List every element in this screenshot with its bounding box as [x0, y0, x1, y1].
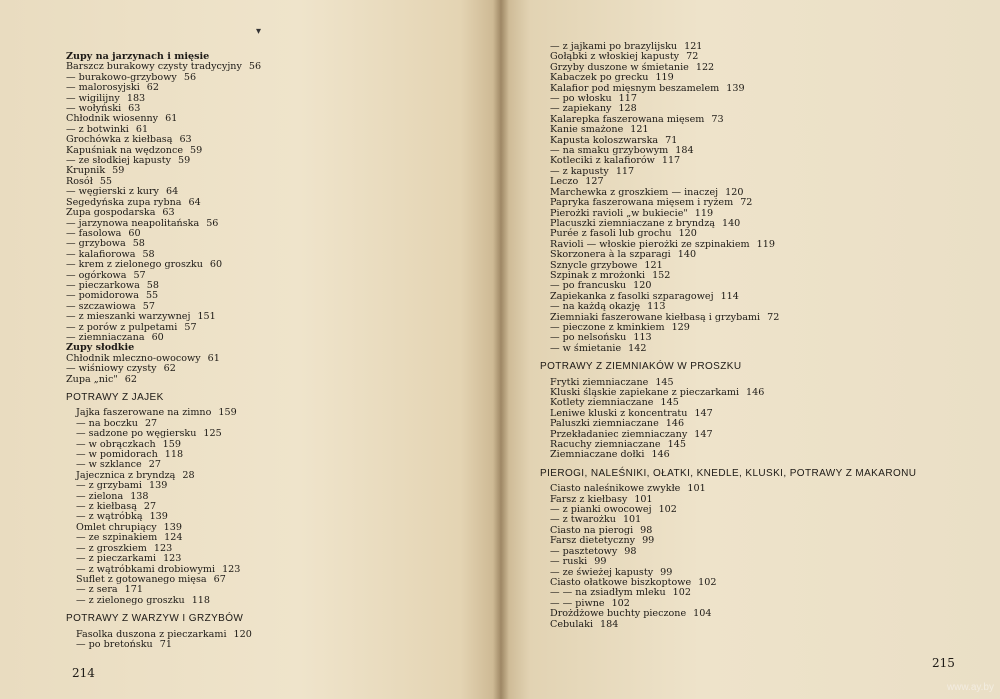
- index-entry: [540, 450, 840, 460]
- entry-page-number: 98: [640, 524, 653, 536]
- entry-title: — ze świeżej kapusty: [550, 566, 654, 578]
- entry-page-number: 119: [756, 238, 775, 250]
- entry-page-number: 121: [644, 259, 663, 271]
- right-index-column: [540, 0, 917, 630]
- entry-page-number: 147: [694, 428, 713, 440]
- entry-page-number: 159: [218, 407, 237, 419]
- entry-title: — węgierski z kury: [66, 186, 159, 198]
- entry-page-number: 104: [693, 608, 712, 620]
- entry-title: — ogórkowa: [66, 269, 127, 281]
- entry-title: PIEROGI, NALEŚNIKI, OŁATKI, KNEDLE, KLUSKI, POTRAWY Z MAKARONU: [540, 467, 917, 479]
- entry-page-number: 145: [655, 376, 674, 388]
- entry-title: Jajka faszerowane na zimno: [76, 407, 212, 419]
- entry-page-number: 59: [112, 165, 125, 177]
- entry-page-number: 147: [694, 407, 713, 419]
- entry-page-number: 145: [667, 439, 686, 451]
- entry-title: Chłodnik mleczno-owocowy: [66, 352, 201, 364]
- entry-page-number: 61: [165, 113, 178, 125]
- entry-page-number: 119: [694, 207, 714, 219]
- entry-title: Omlet chrupiący: [76, 521, 157, 533]
- entry-title: — w obrączkach: [76, 438, 156, 450]
- entry-page-number: 71: [159, 638, 172, 650]
- section-heading: [66, 614, 366, 624]
- entry-title: — zielona: [76, 490, 124, 502]
- entry-title: — — piwne: [550, 597, 605, 609]
- entry-title: — z jajkami po brazylijsku: [550, 41, 678, 52]
- entry-page-number: 102: [698, 576, 717, 588]
- entry-title: — ruski: [550, 556, 588, 568]
- entry-title: Zupa gospodarska: [66, 207, 156, 219]
- entry-page-number: 99: [594, 556, 607, 568]
- entry-page-number: 64: [165, 186, 179, 198]
- entry-title: — z botwinki: [66, 123, 129, 135]
- entry-title: Purée z fasoli lub grochu: [550, 228, 672, 240]
- entry-title: Zapiekanka z fasolki szparagowej: [550, 290, 714, 302]
- entry-page-number: 101: [687, 483, 706, 495]
- entry-page-number: 55: [145, 290, 159, 302]
- entry-title: Ziemniaczane dołki: [550, 449, 645, 461]
- entry-title: Krupnik: [66, 165, 106, 177]
- entry-page-number: 60: [151, 331, 164, 343]
- entry-title: Grzyby duszone w śmietanie: [550, 61, 689, 73]
- entry-title: Farsz dietetyczny: [550, 535, 636, 547]
- entry-title: — z twarożku: [550, 514, 616, 526]
- entry-title: Racuchy ziemniaczane: [550, 439, 661, 451]
- index-entry: [66, 596, 366, 606]
- entry-page-number: 125: [203, 428, 222, 440]
- entry-title: Kapusta koloszwarska: [550, 134, 659, 146]
- right-page: [500, 0, 1000, 699]
- entry-page-number: 120: [725, 186, 744, 198]
- entry-page-number: 171: [124, 584, 143, 596]
- entry-page-number: 72: [686, 51, 699, 63]
- entry-title: — kalafiorowa: [66, 248, 136, 260]
- entry-title: Segedyńska zupa rybna: [66, 196, 182, 208]
- entry-page-number: 63: [128, 103, 141, 115]
- entry-title: — z kapusty: [550, 165, 609, 177]
- entry-title: POTRAWY Z JAJEK: [66, 392, 164, 403]
- entry-page-number: 146: [665, 418, 685, 430]
- entry-page-number: 27: [144, 417, 158, 429]
- section-heading: [540, 362, 840, 372]
- entry-page-number: 139: [726, 82, 745, 94]
- entry-title: Ciasto naleśnikowe zwykłe: [550, 483, 681, 495]
- entry-title: Chłodnik wiosenny: [66, 113, 159, 125]
- entry-title: — szczawiowa: [66, 300, 136, 312]
- entry-page-number: 128: [618, 103, 637, 115]
- entry-title: — po włosku: [550, 93, 612, 105]
- entry-title: Kalarepka faszerowana mięsem: [550, 113, 705, 125]
- entry-title: Szpinak z mrożonki: [550, 269, 646, 281]
- entry-page-number: 27: [143, 501, 157, 513]
- entry-title: — krem z zielonego groszku: [66, 259, 203, 271]
- entry-title: — sadzone po węgiersku: [76, 428, 197, 440]
- entry-page-number: 138: [130, 490, 149, 502]
- entry-page-number: 63: [162, 207, 175, 219]
- entry-title: — malorosyjski: [66, 82, 140, 94]
- entry-page-number: 151: [197, 311, 216, 323]
- entry-page-number: 58: [132, 238, 145, 250]
- entry-title: — z pianki owocowej: [550, 504, 652, 516]
- entry-page-number: 139: [149, 511, 168, 523]
- entry-title: Pierożki ravioli „w bukiecie": [550, 207, 688, 219]
- entry-page-number: 121: [630, 124, 649, 136]
- entry-page-number: 117: [661, 155, 681, 167]
- entry-title: — wigilijny: [66, 92, 120, 104]
- entry-page-number: 120: [678, 228, 697, 240]
- index-entry: [66, 156, 366, 166]
- entry-page-number: 73: [711, 113, 724, 125]
- entry-page-number: 56: [248, 61, 262, 73]
- entry-title: — ze szpinakiem: [76, 532, 158, 544]
- entry-page-number: 119: [655, 72, 674, 84]
- entry-title: — w śmietanie: [550, 342, 622, 354]
- entry-page-number: 114: [720, 290, 739, 302]
- entry-title: — po nelsońsku: [550, 332, 627, 344]
- entry-title: — ziemniaczana: [66, 331, 145, 343]
- entry-page-number: 120: [633, 280, 652, 292]
- entry-page-number: 101: [622, 514, 642, 526]
- entry-title: Paluszki ziemniaczane: [550, 418, 659, 430]
- entry-title: Ziemniaki faszerowane kiełbasą i grzybami: [550, 311, 761, 323]
- entry-title: Skorzonera à la szparagi: [550, 249, 671, 261]
- entry-page-number: 102: [611, 597, 630, 609]
- entry-page-number: 59: [190, 144, 203, 156]
- index-entry: [540, 344, 840, 354]
- entry-page-number: 55: [99, 175, 113, 187]
- entry-page-number: 59: [178, 155, 191, 167]
- entry-page-number: 159: [162, 438, 181, 450]
- index-entry: [66, 375, 366, 385]
- entry-page-number: 62: [146, 82, 160, 94]
- entry-title: Przekładaniec ziemniaczany: [550, 428, 688, 440]
- entry-title: — z kiełbasą: [76, 501, 137, 513]
- entry-title: — wiśniowy czysty: [66, 363, 157, 375]
- entry-page-number: 57: [133, 269, 146, 281]
- entry-title: Grochówka z kiełbasą: [66, 134, 173, 146]
- entry-title: — w pomidorach: [76, 449, 158, 461]
- entry-title: — z grzybami: [76, 480, 142, 492]
- entry-title: POTRAWY Z WARZYW I GRZYBÓW: [66, 613, 244, 625]
- entry-title: Kabaczek po grecku: [550, 72, 649, 84]
- entry-page-number: 142: [628, 342, 647, 354]
- entry-title: — jarzynowa neapolitańska: [66, 217, 200, 229]
- entry-page-number: 58: [146, 279, 160, 291]
- entry-title: Farsz z kiełbasy: [550, 493, 628, 505]
- entry-title: — wołyński: [66, 103, 122, 115]
- entry-page-number: 145: [660, 397, 679, 409]
- entry-title: Kanie smażone: [550, 124, 624, 136]
- entry-page-number: 184: [600, 618, 619, 630]
- entry-title: Kotleciki z kalafiorów: [550, 155, 655, 167]
- entry-page-number: 146: [651, 449, 670, 461]
- entry-title: — na smaku grzybowym: [550, 145, 669, 157]
- entry-page-number: 120: [233, 628, 252, 640]
- entry-title: Barszcz burakowy czysty tradycyjny: [66, 61, 242, 73]
- entry-page-number: 122: [695, 61, 715, 73]
- entry-title: Zupy na jarzynach i mięsie: [66, 51, 210, 62]
- entry-page-number: 146: [746, 387, 765, 398]
- entry-page-number: 57: [142, 300, 155, 312]
- entry-title: — w szklance: [76, 459, 142, 471]
- section-heading: [540, 467, 917, 479]
- entry-page-number: 56: [183, 71, 197, 83]
- entry-page-number: 129: [671, 321, 690, 333]
- entry-title: — pieczone z kminkiem: [550, 321, 665, 333]
- entry-title: Leczo: [550, 176, 579, 188]
- entry-page-number: 121: [684, 41, 703, 52]
- section-heading: [66, 393, 366, 403]
- entry-page-number: 67: [213, 573, 226, 585]
- entry-title: — zapiekany: [550, 103, 612, 115]
- entry-page-number: 127: [585, 176, 604, 188]
- entry-title: Kotlety ziemniaczane: [550, 397, 654, 409]
- entry-page-number: 61: [135, 123, 149, 135]
- entry-page-number: 63: [179, 134, 192, 146]
- entry-title: Papryka faszerowana mięsem i ryżem: [550, 197, 734, 209]
- entry-page-number: 62: [124, 373, 137, 385]
- entry-page-number: 140: [721, 217, 741, 229]
- entry-title: Marchewka z groszkiem — inaczej: [550, 186, 719, 198]
- entry-title: — grzybowa: [66, 238, 126, 250]
- entry-title: — z groszkiem: [76, 542, 147, 554]
- entry-title: Ciasto na pierogi: [550, 524, 634, 536]
- entry-title: Fasolka duszona z pieczarkami: [76, 628, 227, 640]
- entry-page-number: 98: [624, 545, 637, 557]
- entry-page-number: 139: [148, 480, 168, 492]
- entry-title: — fasolowa: [66, 227, 122, 239]
- entry-page-number: 118: [191, 594, 211, 606]
- entry-page-number: 62: [163, 363, 176, 375]
- watermark-text: www.ay.by: [946, 682, 994, 693]
- entry-page-number: 71: [665, 134, 678, 146]
- entry-title: — po bretońsku: [76, 638, 153, 650]
- entry-page-number: 123: [153, 542, 173, 554]
- entry-title: Drożdżowe buchty pieczone: [550, 608, 687, 620]
- entry-title: Frytki ziemniaczane: [550, 376, 649, 388]
- entry-title: — pasztetowy: [550, 545, 618, 557]
- entry-title: Ravioli — włoskie pierożki ze szpinakiem: [550, 238, 750, 250]
- entry-page-number: 72: [767, 311, 780, 323]
- entry-page-number: 58: [142, 248, 155, 260]
- entry-page-number: 140: [677, 249, 697, 261]
- entry-title: Leniwe kluski z koncentratu: [550, 407, 688, 419]
- book-gutter: [493, 0, 509, 699]
- entry-title: — — na zsiadłym mleku: [550, 587, 666, 599]
- entry-page-number: 99: [660, 566, 673, 578]
- entry-title: Ciasto ołatkowe biszkoptowe: [550, 576, 692, 588]
- entry-title: Gołąbki z włoskiej kapusty: [550, 51, 680, 63]
- left-page-number: 214: [72, 666, 95, 680]
- entry-page-number: 27: [148, 459, 161, 471]
- entry-title: — na boczku: [76, 417, 138, 429]
- entry-title: Kalafior pod mięsnym beszamelem: [550, 82, 720, 94]
- entry-page-number: 72: [740, 197, 753, 209]
- entry-page-number: 123: [163, 553, 182, 565]
- entry-page-number: 183: [126, 92, 146, 104]
- entry-page-number: 184: [675, 145, 694, 157]
- entry-page-number: 61: [207, 352, 220, 364]
- entry-title: Cebulaki: [550, 618, 594, 630]
- entry-page-number: 64: [188, 196, 201, 208]
- entry-page-number: 152: [652, 269, 671, 281]
- entry-page-number: 139: [163, 521, 182, 533]
- entry-page-number: 60: [209, 259, 223, 271]
- entry-page-number: 56: [206, 217, 219, 229]
- entry-page-number: 123: [222, 563, 241, 575]
- entry-page-number: 117: [618, 93, 637, 105]
- entry-page-number: 102: [658, 504, 677, 516]
- entry-title: — burakowo-grzybowy: [66, 71, 177, 83]
- entry-title: Placuszki ziemniaczane z bryndzą: [550, 217, 715, 229]
- entry-title: — na każdą okazję: [550, 301, 641, 313]
- right-page-number: 215: [932, 656, 955, 670]
- entry-page-number: 102: [672, 587, 691, 599]
- entry-title: — z porów z pulpetami: [66, 321, 178, 333]
- entry-page-number: 113: [647, 301, 666, 313]
- entry-title: — z wątróbką: [76, 511, 143, 523]
- index-entry: [66, 640, 366, 650]
- entry-title: — pomidorowa: [66, 290, 139, 302]
- entry-title: — z mieszanki warzywnej: [66, 311, 191, 323]
- left-index-column: [66, 0, 366, 650]
- entry-title: POTRAWY Z ZIEMNIAKÓW W PROSZKU: [540, 361, 742, 373]
- entry-title: — po francusku: [550, 280, 627, 292]
- entry-page-number: 124: [164, 532, 183, 544]
- entry-title: — z pieczarkami: [76, 553, 157, 565]
- entry-page-number: 101: [634, 493, 653, 505]
- entry-page-number: 113: [633, 332, 652, 344]
- entry-page-number: 28: [182, 469, 195, 481]
- entry-title: Sznycle grzybowe: [550, 259, 638, 271]
- entry-title: Kluski śląskie zapiekane z pieczarkami: [550, 387, 740, 398]
- entry-title: — z zielonego groszku: [76, 594, 185, 606]
- entry-title: — ze słodkiej kapusty: [66, 155, 172, 167]
- entry-page-number: 60: [128, 227, 141, 239]
- entry-page-number: 57: [184, 321, 197, 333]
- entry-title: — z sera: [76, 584, 118, 596]
- ink-speck: ▾: [256, 26, 262, 37]
- entry-page-number: 118: [164, 449, 184, 461]
- entry-title: — pieczarkowa: [66, 279, 140, 291]
- entry-title: — z wątróbkami drobiowymi: [76, 563, 216, 575]
- entry-title: Jajecznica z bryndzą: [76, 469, 176, 481]
- entry-title: Rosół: [66, 175, 93, 187]
- entry-page-number: 117: [615, 165, 635, 177]
- index-entry: [540, 620, 840, 630]
- entry-title: Zupa „nic": [66, 373, 118, 385]
- entry-title: Suflet z gotowanego mięsa: [76, 573, 207, 585]
- entry-page-number: 99: [642, 535, 655, 547]
- entry-title: Kapuśniak na wędzonce: [66, 144, 183, 156]
- entry-title: Zupy słodkie: [66, 342, 135, 354]
